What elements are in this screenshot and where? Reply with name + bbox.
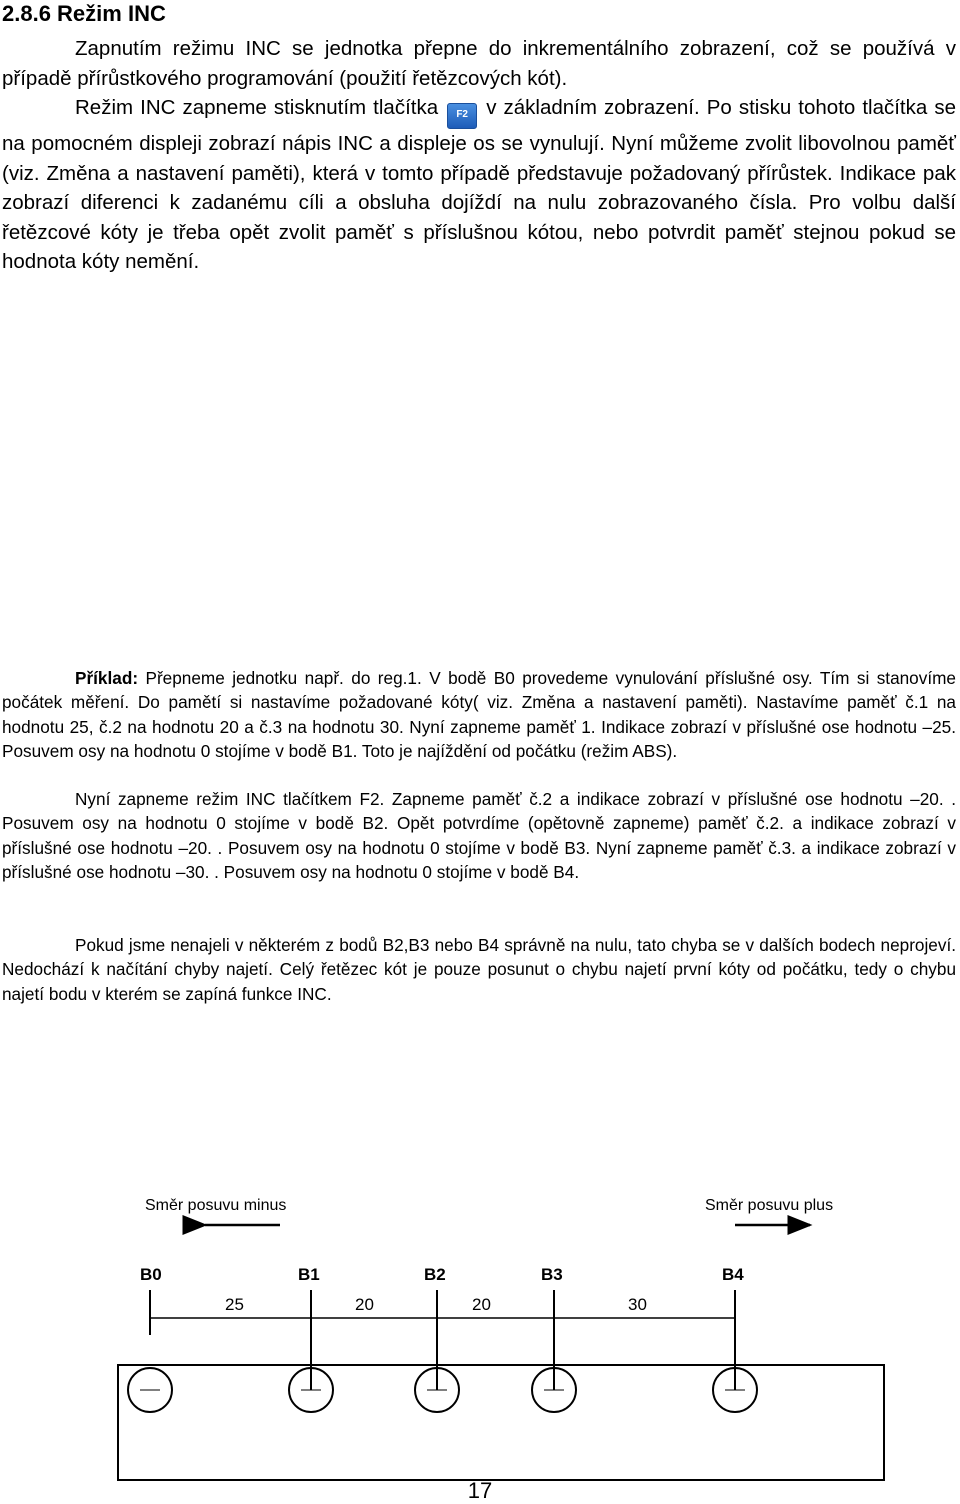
example-paragraph-3: [2, 933, 956, 1006]
paragraph-inc-after: v základním zobrazení. Po stisku tohoto tlačítka se na pomocném displeji zobrazí nápis INC a displeje os se vynulují. Nyní můžeme zvolit libovolnou paměť (viz. Změna a nastavení paměti), která v tomto případě představuje požadovaný přírůstek. Indikace pak zobrazí diferenci k zadanému cíli a obsluha dojíždí na nulu zobrazovaného čísla. Pro volbu další řetězcové kóty je třeba opět zvolit paměť s příslušnou kótou, nebo potvrdit paměť stejnou pokud se hodnota kóty nemění.: [2, 96, 956, 273]
f2-key-icon: F2: [447, 103, 477, 129]
dimension-20-b: 20: [472, 1295, 491, 1314]
dimension-20-a: 20: [355, 1295, 374, 1314]
example-label: Příklad:: [75, 668, 139, 688]
point-label-b1: B1: [298, 1265, 320, 1284]
workpiece-outline: [118, 1365, 884, 1480]
direction-plus-label: Směr posuvu plus: [705, 1197, 834, 1214]
example-p3-text: Pokud jsme nenajeli v některém z bodů B2,B3 nebo B4 správně na nulu, tato chyba se v dalších bodech neprojeví. Nedochází k načítání chyby najetí. Celý řetězec kót je pouze posunut o chybu najetí první kóty od počátku, tedy o chybu najetí bodu v kterém se zapíná funkce INC.: [2, 935, 956, 1004]
paragraph-intro-text: Zapnutím režimu INC se jednotka přepne do inkrementálního zobrazení, což se používá v případě přírůstkového programování (použití řetězcových kót).: [2, 37, 956, 90]
direction-minus-label: Směr posuvu minus: [145, 1197, 287, 1214]
point-label-b0: B0: [140, 1265, 162, 1284]
dimension-30: 30: [628, 1295, 647, 1314]
paragraph-inc-mode: [2, 93, 956, 277]
section-heading: 2.8.6 Režim INC: [2, 1, 166, 26]
point-label-b2: B2: [424, 1265, 446, 1284]
example-p2-text: Nyní zapneme režim INC tlačítkem F2. Zapneme paměť č.2 a indikace zobrazí v příslušné ose hodnotu –20. . Posuvem osy na hodnotu 0 stojíme v bodě B2. Opět potvrdíme (opětovně zapneme) paměť č.2. a indikace zobrazí v příslušné ose hodnotu –20. . Posuvem osy na hodnotu 0 stojíme v bodě B3. Nyní zapneme paměť č.3. a indikace zobrazí v příslušné ose hodnotu –30. . Posuvem osy na hodnotu 0 stojíme v bodě B4.: [2, 789, 956, 882]
paragraph-inc-before: Režim INC zapneme stisknutím tlačítka: [75, 96, 439, 119]
example-p1-text: Přepneme jednotku např. do reg.1. V bodě B0 provedeme vynulování příslušné osy. Tím si stanovíme počátek měření. Do pamětí si nastavíme požadované kóty( viz. Změna a nastavení paměti). Nastavíme paměť č.1 na hodnotu 25, č.2 na hodnotu 20 a č.3 na hodnotu 30. Nyní zapneme paměť 1. Indikace zobrazí v příslušné ose hodnotu –25. Posuvem osy na hodnotu 0 stojíme v bodě B1. Toto je najíždění od počátku (režim ABS).: [2, 668, 956, 761]
dimension-25: 25: [225, 1295, 244, 1314]
chain-dimension-diagram: [0, 1190, 960, 1490]
point-label-b3: B3: [541, 1265, 563, 1284]
point-label-b4: B4: [722, 1265, 744, 1284]
paragraph-intro: [2, 34, 956, 93]
example-paragraph-1: [2, 666, 956, 763]
example-paragraph-2: [2, 787, 956, 884]
page-number: 17: [467, 1478, 493, 1503]
